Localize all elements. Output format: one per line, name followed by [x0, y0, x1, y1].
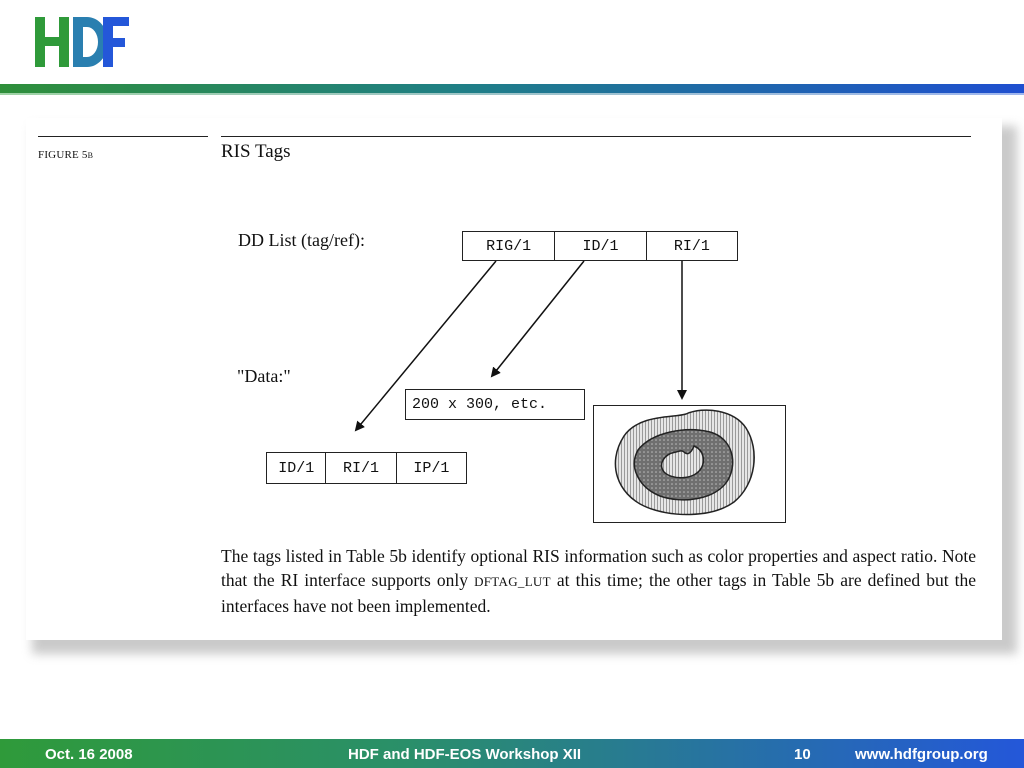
arrow-id-to-size [492, 261, 584, 376]
image-dimensions-box: 200 x 300, etc. [405, 389, 585, 420]
figure-title: RIS Tags [221, 141, 291, 162]
figure-number: FIGURE 5b [38, 149, 94, 161]
data-label: "Data:" [237, 366, 291, 386]
dd-cell-rig: RIG/1 [486, 237, 532, 255]
footer-date: Oct. 16 2008 [45, 746, 133, 763]
caption-code-term: DFTAG_LUT [474, 574, 551, 589]
figure-panel [26, 118, 1002, 640]
header-divider-bar [0, 84, 1024, 93]
dd-cell-id: ID/1 [554, 232, 645, 260]
header-divider-highlight [0, 93, 1024, 95]
hdf-logo [33, 13, 131, 71]
rig-cell-ri: RI/1 [325, 453, 395, 483]
rig-cell-ip: IP/1 [396, 453, 466, 483]
caption-text-end: at this time; the other tags in Table 5b are defined but the interfaces have not been implemented. [221, 570, 976, 616]
footer-url: www.hdfgroup.org [855, 746, 988, 763]
caption-text-start: The tags listed in Table 5b identify optional RIS information such as color properties and aspect ratio. Note that the RI interface supports only [221, 546, 976, 590]
dd-cell-ri: RI/1 [646, 232, 737, 260]
rig-cell-id: ID/1 [278, 459, 315, 477]
slide-number: 10 [794, 746, 811, 763]
footer-title: HDF and HDF-EOS Workshop XII [348, 746, 582, 763]
dd-list-label: DD List (tag/ref): [238, 230, 365, 250]
arrow-rig-to-table [356, 261, 496, 430]
figure-caption [221, 544, 976, 618]
